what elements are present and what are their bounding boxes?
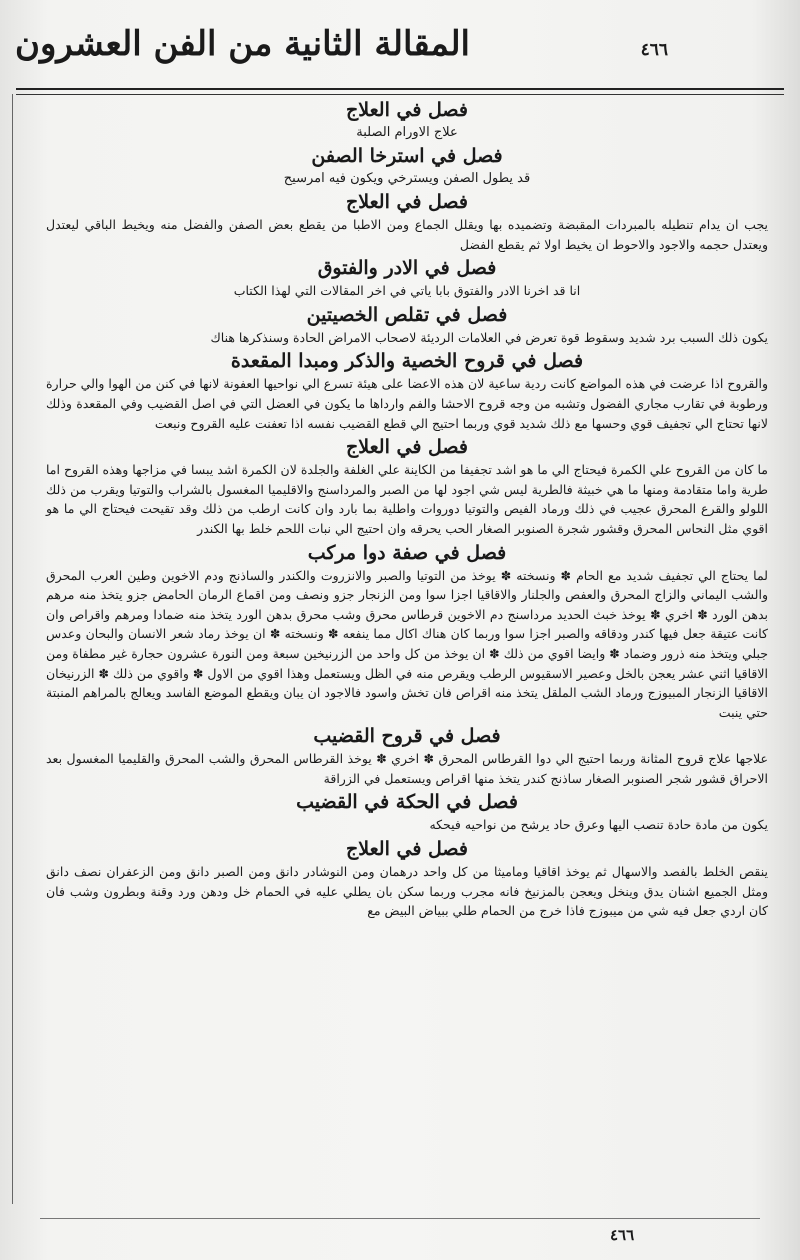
section-body: يجب ان يدام تنطيله بالمبردات المقبضة وتضميده بها ويقلل الجماع ومن الاطبا من يقطع بعض الصفن والفضل منه ويخيط الباقي ليعتدل ويعتدل حجمه والاجود والاحوط ان يخيط اولا ثم يقطع الفضل (46, 217, 768, 252)
section-heading: فصل في العلاج (346, 99, 468, 121)
section-body: لما يحتاج الي تجفيف شديد مع الحام ✽ ونسخته ✽ يوخذ من التوتيا والصبر والانزروت والكندر والساذنج ودم الاخوين وطين العرب المحرق والشب اليماني والزاج المحرق والعفص والجلنار والاقاقيا اجزا سوا ومن الزنجار جزو ونصف ومن اقماع الرمان الحامض جزو يتخذ منه مرهم بدهن الورد ✽ اخري ✽ يوخذ خبث الحديد مرداسنج دم الاخوين قرطاس محرق وشب محرق بدهن الورد يتخذ منه ضمادا ومرهم واقراص وان كانت عتيقة جعل فيها كندر ودقاقه والصبر اجزا سوا وربما كان هناك اكال مما ينفعه ✽ ونسخته ✽ ان يوخذ رماد شعر الانسان والبحان وعدس جبلي ويتخذ منه ذرور وضماد ✽ وايضا اقوي من ذلك ✽ ان يوخذ من كل واحد من الزرنيخين سبعة ومن النورة عشرون حجارة غير مطفاة ومن الاقاقيا اثني عشر يعجن بالخل وعصير الاسقيوس الرطب ويقرص منه في الظل ويستعمل وهذا اقوي من الاول ✽ واقوي من ذلك ✽ الزرنيخان الاقاقيا الزنجار المبيوزج ورماد الشب الملقل يتخذ منه اقراص فان تخش واسود فالاجود ان يبان ويقطع الموضع الفاسد ويعالج بالمراهم المنبتة حتي ينبت (46, 567, 768, 720)
section-heading: فصل في العلاج (346, 838, 468, 861)
footer-rule (40, 1218, 760, 1219)
section (46, 790, 768, 835)
section (46, 256, 768, 301)
section (46, 303, 768, 348)
section (46, 349, 768, 433)
section-body: يكون من مادة حادة تنصب اليها وعرق حاد يرشح من نواحيه فيحكه (429, 817, 768, 833)
section-body: انا قد اخرنا الادر والفتوق بابا ياتي في اخر المقالات التي لهذا الكتاب (233, 283, 581, 299)
page-header (0, 12, 800, 84)
section (46, 724, 768, 788)
section-body: ما كان من القروح علي الكمرة فيحتاج الي ما هو اشد تجفيفا من الكاينة علي الغلفة والجلدة لان الكمرة اشد يبسا في مزاجها وهذه القروح اما طرية واما متقادمة ومنها ما هي خبيثة فالطرية ليس شي اجود لها من الصبر والمرداسنج والاقليميا المغسول بالشراب والتوتيا ويقرب من ذلك اللولو والقرع المحرق عجيب في ذلك ورماد الفيص والتوتيا دوروات واطلية بما بارد وان كانت ارطب من ذلك وقد تقيحت فيحتاج الي ما هو اقوي مثل النحاس المحرق وقشور شجرة الصنوبر الصغار الحب يحرقه وان احتيج الي نبات اللحم خلط بها الكندر (46, 462, 768, 536)
section-body: يكون ذلك السبب برد شديد وسقوط قوة تعرض في العلامات الرديئة لاصحاب الامراض الحادة وسنذكرها هناك (210, 329, 768, 345)
header-rule (16, 88, 784, 90)
section-heading: فصل في قروح الخصية والذكر ومبدا المقعدة (230, 350, 584, 373)
section-body: علاجها علاج قروح المثانة وربما احتيج الي دوا القرطاس المحرق ✽ اخري ✽ يوخذ القرطاس المحرق والشب المحرق والقليميا المغسول بعد الاحراق قشور شجر الصنوبر الصغار ساذنج كندر يتخذ منها اقراص ويستعمل في الزراقة (46, 751, 768, 786)
section-subtitle: علاج الاورام الصلبة (356, 125, 458, 140)
section-heading: فصل في صفة دوا مركب (307, 541, 507, 564)
section-heading: فصل في الادر والفتوق (317, 257, 497, 280)
section-heading: فصل في العلاج (346, 191, 468, 213)
running-title: المقالة الثانية من الفن العشرون (15, 24, 470, 64)
section-body: والقروح اذا عرضت في هذه المواضع كانت ردية ساعية لان هذه الاعضا على هيئة تسرع الي نواحيها العفونة لانها في كنن من الهوا والي حرارة ورطوبة في تقارب مجاري الفضول وتشبه من وجه قروح الاحشا والفم وارداها ما يكون في العضل التي في اصل القضيب وفي المقعدة وذلك لانها تحتاج الي تجفيف قوي وحسها مع ذلك شديد قوي وربما احتيج الي قطع القضيب نفسه اذا تعفنت عليه القروح ونبعت (46, 376, 768, 431)
section (46, 190, 768, 254)
section (46, 435, 768, 538)
section-subtitle: قد يطول الصفن ويسترخي ويكون فيه امرسيح (283, 171, 531, 186)
header-rule-thin (16, 94, 784, 95)
section (46, 144, 768, 188)
page-number-bottom: ٤٦٦ (610, 1226, 635, 1244)
margin-rule (12, 94, 13, 1204)
section-heading: فصل في قروح القضيب (313, 725, 501, 748)
section-body: ينقص الخلط بالفصد والاسهال ثم يوخذ اقاقيا وماميثا من كل واحد درهمان ومن النوشادر دانق ومن الصبر دانق ومن الزعفران نصف دانق ومثل الجميع اشنان يدق وينخل ويعجن بالمزنيخ فانه مجرب وربما سكن بان يطلي عليه في الحمام خل ودهن ورد وقنة وبطرون وشب فان كان اردي جعل فيه شي من ميبوزج فاذا خرج من الحمام طلي ببياض البيض مع (46, 864, 768, 919)
section (46, 837, 768, 921)
section (46, 541, 768, 723)
section-heading: فصل في استرخا الصفن (311, 145, 503, 167)
section-heading: فصل في تقلص الخصيتين (306, 303, 508, 326)
page-number-top: ٤٦٦ (640, 40, 668, 60)
page-content (46, 96, 768, 1198)
section (46, 98, 768, 142)
section-heading: فصل في الحكة في القضيب (296, 791, 518, 814)
section-heading: فصل في العلاج (346, 436, 468, 459)
